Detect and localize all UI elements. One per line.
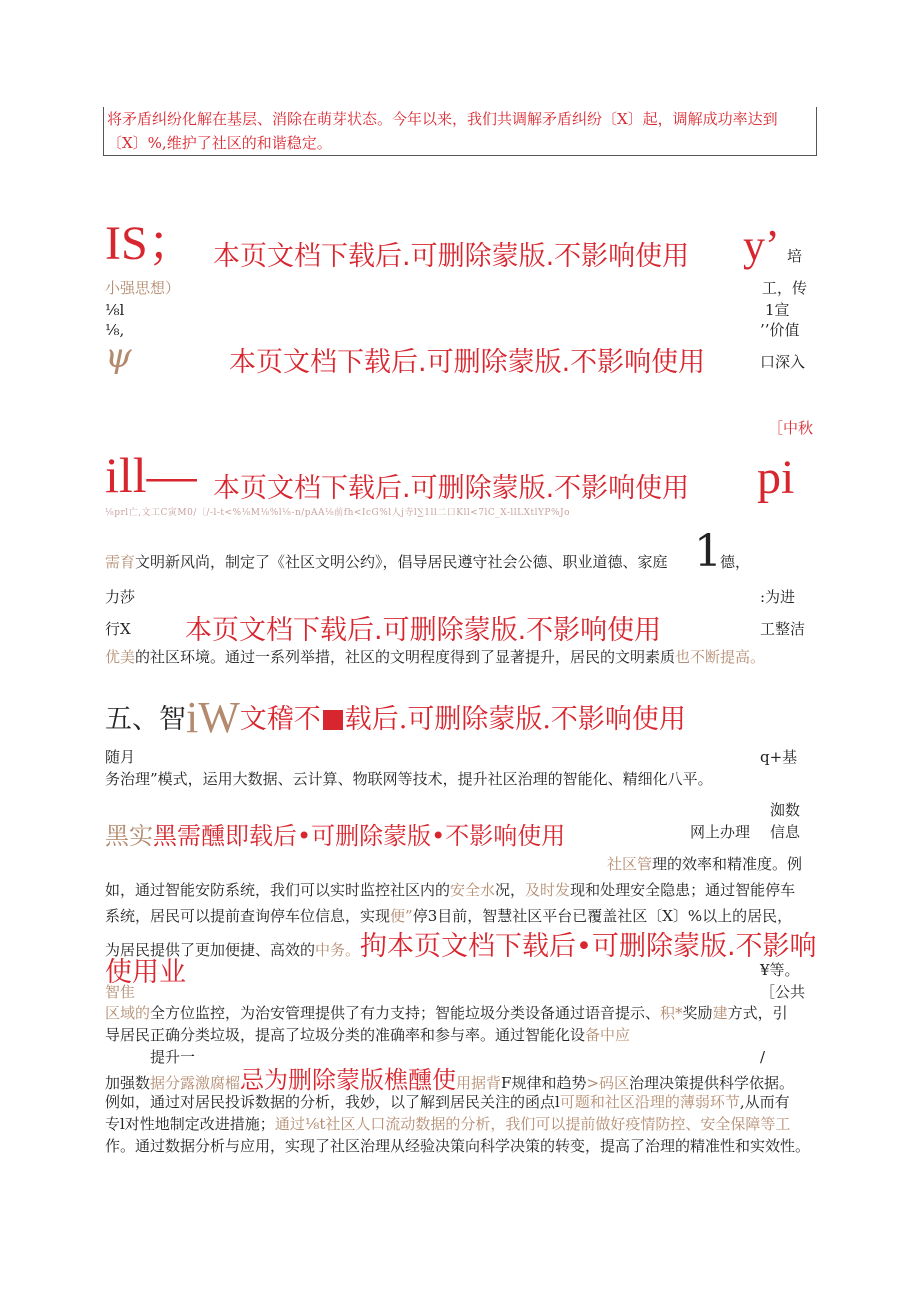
- redaction-block-icon: [323, 710, 343, 730]
- line-g1: 为居民提供了更加便捷、高效的: [105, 941, 316, 959]
- fragment-improve: 提升一: [150, 1048, 196, 1066]
- line-m7: 治理决策提供科学依据。: [629, 1074, 795, 1092]
- fragment-right-f: ¥等。: [760, 961, 800, 979]
- garbled-psi: ψ: [105, 336, 132, 376]
- line-n3: ,从而有: [739, 1093, 790, 1111]
- paragraph-line-service: [105, 924, 817, 963]
- fragment-right-3: 1宣: [765, 301, 790, 319]
- watermark-text-7: 忌为删除蒙版樵醺使: [240, 1066, 457, 1094]
- fragment-right-c: q+基: [760, 748, 798, 766]
- watermark-text-6: 拘本页文档下载后•可删除蒙版.不影响: [360, 931, 817, 962]
- line-f1: 系统，居民可以提前查询停车位信息，实现: [105, 907, 391, 925]
- box-line-2: 〔X〕%,维护了社区的和谐稳定。: [107, 134, 332, 152]
- paragraph-line-security: [105, 878, 795, 902]
- p2-text: 的社区环境。通过一系列举措，社区的文明程度得到了显著提升，居民的文明素质: [135, 648, 676, 666]
- line-e4: 及时发: [525, 881, 571, 899]
- line-e1: 如，通过智能安防系统，我们可以实时监控社区内的: [105, 881, 451, 899]
- paragraph-line-civility: [105, 550, 668, 574]
- scrambled-line: ⅛prl亡,文工C寅M0/〔/-l-t<%⅛M⅛%l⅛-n/pAA⅛前fh<IcG%l人j寺l∑1ll二口Kll<7lC_X-llLXtlYP%Jo: [105, 508, 571, 518]
- watermark-text-6-wrap: 使用业: [105, 957, 186, 988]
- p1-text: 文明新风尚，制定了《社区文明公约》，倡导居民遵守社会公德、职业道德、家庭: [135, 553, 668, 571]
- line-o2: 通过⅛t社区人口流动数据的分析，我们可以提前做好疫情防控、安全保障等工: [274, 1115, 791, 1133]
- wm5-lead: 黑实: [105, 822, 153, 850]
- line-j2: 全方位监控，为治安管理提供了有力支持；智能垃圾分类设备通过语音提示、: [150, 1004, 661, 1022]
- line-j6: 方式，引: [727, 1004, 788, 1022]
- fragment-right-d: 洳数: [770, 801, 801, 819]
- p1-end: 德，: [720, 553, 751, 571]
- boxed-paragraph: [103, 107, 817, 156]
- fragment-right-b: 工整洁: [760, 620, 806, 638]
- watermark-text-3: 本页文档下载后.可删除蒙版.不影响使用: [213, 473, 690, 504]
- line-e2: 安全水: [450, 881, 496, 899]
- heading-suffix: 载后.可删除蒙版.不影响使用: [344, 704, 686, 735]
- garbled-big-left-2: ill—: [105, 447, 197, 503]
- line-m1: 加强数: [105, 1074, 151, 1092]
- box-line-1: 将矛盾纠纷化解在基层、消除在萌芽状态。今年以来，我们共调解矛盾纠纷〔X〕起，调解成功率达到: [107, 110, 778, 128]
- paragraph-line-population: [105, 1112, 790, 1136]
- fragment-left-smart: 智隹: [105, 983, 136, 1001]
- line-j1: 区域的: [105, 1004, 151, 1022]
- fragment-left-a: 力莎: [105, 588, 136, 606]
- watermark-text-1: 本页文档下载后.可删除蒙版.不影响使用: [213, 241, 690, 272]
- paragraph-line-efficiency: [607, 852, 802, 876]
- wm5-text: 黑需醺即载后•可删除蒙版•不影响使用: [153, 822, 566, 850]
- line-m5: F规律和趋势: [501, 1074, 587, 1092]
- line-j5: 建: [712, 1004, 728, 1022]
- watermark-text-4: 本页文档下载后.可删除蒙版.不影响使用: [185, 615, 662, 646]
- paragraph-line-conclusion: 作。通过数据分析与应用，实现了社区治理从经验决策向科学决策的转变，提高了治理的精准性和实效性。: [105, 1137, 811, 1155]
- paragraph-line-waste: [105, 1023, 630, 1047]
- line-d-text: 理的效率和精准度。例: [652, 855, 803, 873]
- fragment-right-public: ［公共: [760, 983, 806, 1001]
- line-g2: 中务。: [315, 941, 361, 959]
- line-m2: 据分露激腐榴: [150, 1074, 241, 1092]
- garbled-big-left-1: IS；: [105, 217, 196, 270]
- line-k2: 备中应: [585, 1026, 631, 1044]
- fragment-right-a: :为进: [760, 588, 796, 606]
- line-m4: 用据背: [456, 1074, 502, 1092]
- line-n2: 可题和社区沿理的薄弱环节: [559, 1093, 740, 1111]
- line-d-lead: 社区管: [607, 855, 653, 873]
- line-n1: 例如，通过对居民投诉数据的分析，我妙，以了解到居民关注的函点l: [105, 1093, 560, 1111]
- paragraph-line-environment: [105, 645, 765, 669]
- garbled-big-one: 1: [694, 526, 722, 577]
- fragment-left-b: 行X: [105, 620, 131, 638]
- line-e5: 现和处理安全隐患；通过智能停车: [570, 881, 796, 899]
- paragraph-line-governance: 务治理”模式，运用大数据、云计算、物联网等技术，提升社区治理的智能化、精细化八平。: [105, 770, 713, 788]
- section-heading-five: [105, 690, 686, 748]
- line-j3: 积*: [660, 1004, 683, 1022]
- garbled-big-right-1: y’: [743, 221, 780, 270]
- paragraph-line-surveillance: [105, 1001, 788, 1025]
- fragment-left-2: ⅛l: [105, 301, 125, 319]
- fragment-right-5: 口深入: [760, 353, 806, 371]
- fragment-online: 网上办理: [690, 823, 751, 841]
- heading-prefix: 五、智: [105, 704, 186, 735]
- line-e3: 况，: [495, 881, 526, 899]
- fragment-left-c: 随月: [105, 748, 136, 766]
- p1-lead: 需育: [105, 553, 136, 571]
- fragment-right-e: 信息: [770, 823, 801, 841]
- watermark-text-2: 本页文档下载后.可删除蒙版.不影响使用: [229, 347, 706, 378]
- fragment-right-4: ’’价值: [760, 321, 800, 339]
- fragment-left-1: 小强思想）: [105, 279, 181, 297]
- paragraph-line-complaints: [105, 1090, 790, 1114]
- line-m6: >码区: [586, 1074, 630, 1092]
- watermark-line-5: [105, 818, 565, 854]
- line-k1: 导居民正确分类垃圾，提高了垃圾分类的准确率和参与率。通过智能化设: [105, 1026, 586, 1044]
- fragment-left-3: ⅛,: [105, 321, 125, 339]
- garbled-big-right-2: pi: [757, 451, 795, 504]
- heading-mid: 文稽不: [239, 704, 321, 735]
- line-f2: 便”: [390, 907, 413, 925]
- fragment-right-2: 工，传: [762, 279, 808, 297]
- fragment-right-mid-autumn: ［中秋: [768, 419, 814, 437]
- line-j4: 奖励: [682, 1004, 713, 1022]
- fragment-right-1: 培: [787, 247, 803, 265]
- p2-tail: 也不断提高。: [675, 648, 766, 666]
- p2-lead: 优美: [105, 648, 136, 666]
- fragment-slash: /: [760, 1048, 766, 1066]
- line-o1: 专l对性地制定改进措施；: [105, 1115, 275, 1133]
- line-f3: 停3目前，智慧社区平台已覆盖社区〔X〕%以上的居民，: [412, 907, 793, 925]
- heading-big-garbled: iW: [186, 693, 240, 742]
